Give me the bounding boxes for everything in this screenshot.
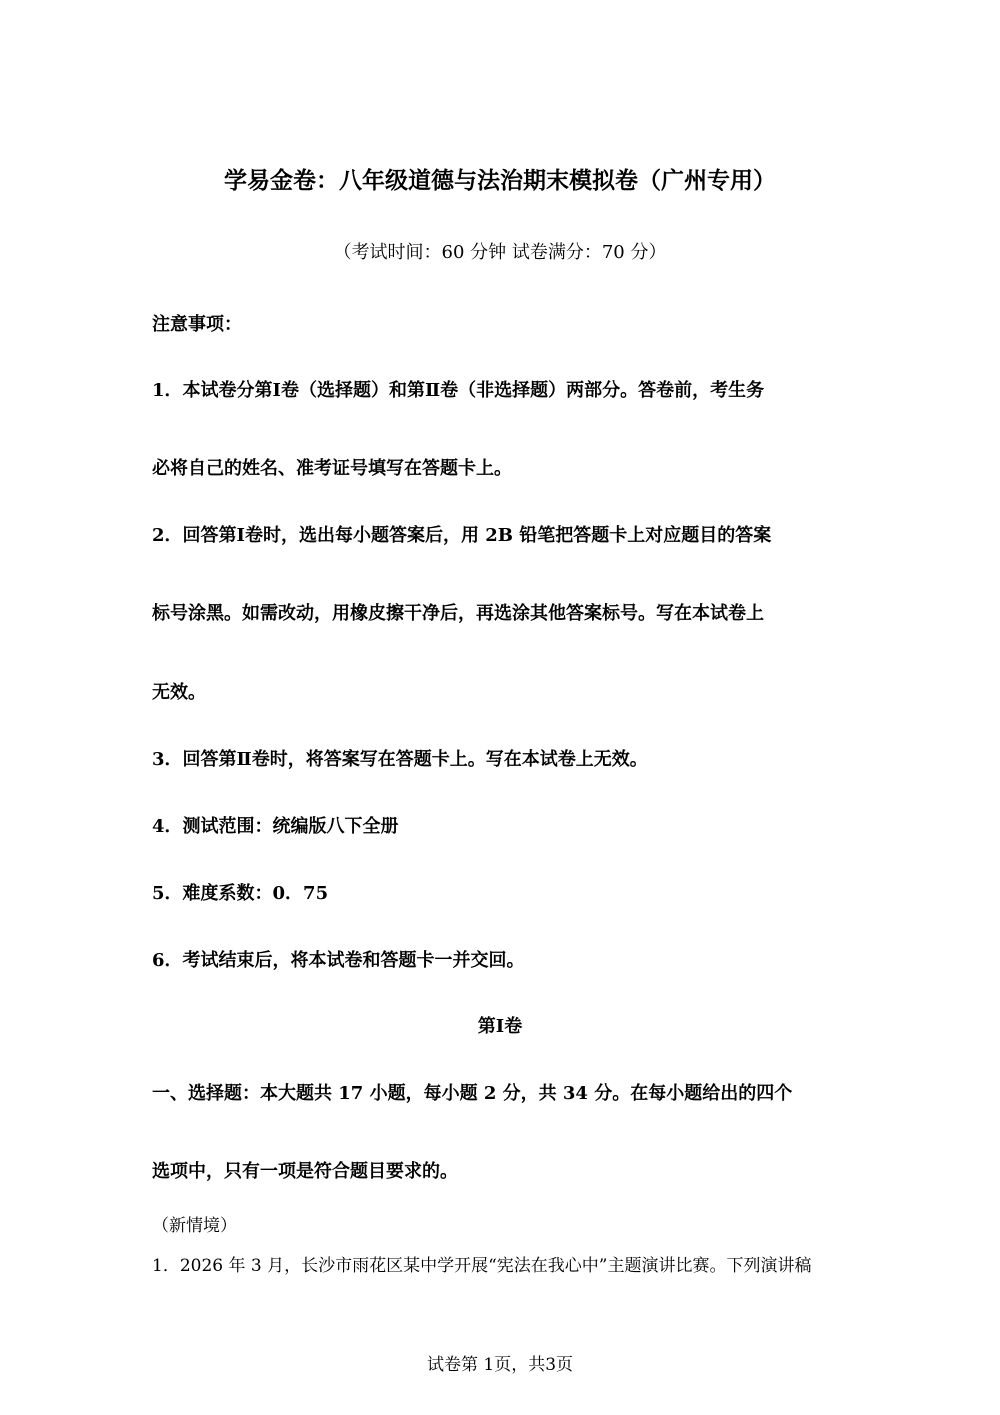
- section-description: 选项中，只有一项是符合题目要求的。: [152, 1161, 458, 1182]
- document-title: 学易金卷：八年级道德与法治期末模拟卷（广州专用）: [224, 168, 776, 194]
- exam-info-subtitle: （考试时间：60 分钟 试卷满分：70 分）: [333, 242, 667, 263]
- section-title: 第Ⅰ卷: [477, 1016, 523, 1037]
- section-description: 一、选择题：本大题共 17 小题，每小题 2 分，共 34 分。在每小题给出的四个: [152, 1083, 793, 1104]
- notice-line: 2．回答第Ⅰ卷时，选出每小题答案后，用 2B 铅笔把答题卡上对应题目的答案: [152, 525, 772, 546]
- notice-line: 标号涂黑。如需改动，用橡皮擦干净后，再选涂其他答案标号。写在本试卷上: [152, 603, 764, 624]
- question-1-text: 1．2026 年 3 月，长沙市雨花区某中学开展“宪法在我心中”主题演讲比赛。下列演讲稿: [152, 1256, 812, 1276]
- notice-line: 3．回答第Ⅱ卷时，将答案写在答题卡上。写在本试卷上无效。: [152, 749, 648, 770]
- page-footer: 试卷第 1页，共3页: [426, 1355, 574, 1375]
- notice-line: 6．考试结束后，将本试卷和答题卡一并交回。: [152, 950, 525, 971]
- notice-line: 1．本试卷分第Ⅰ卷（选择题）和第Ⅱ卷（非选择题）两部分。答卷前，考生务: [152, 380, 765, 401]
- notice-line: 必将自己的姓名、准考证号填写在答题卡上。: [152, 458, 512, 479]
- notice-heading: 注意事项：: [152, 314, 242, 335]
- notice-line: 5．难度系数：0．75: [152, 883, 329, 904]
- question-tag: （新情境）: [152, 1216, 237, 1236]
- notice-line: 无效。: [152, 682, 206, 703]
- notice-line: 4．测试范围：统编版八下全册: [152, 816, 399, 837]
